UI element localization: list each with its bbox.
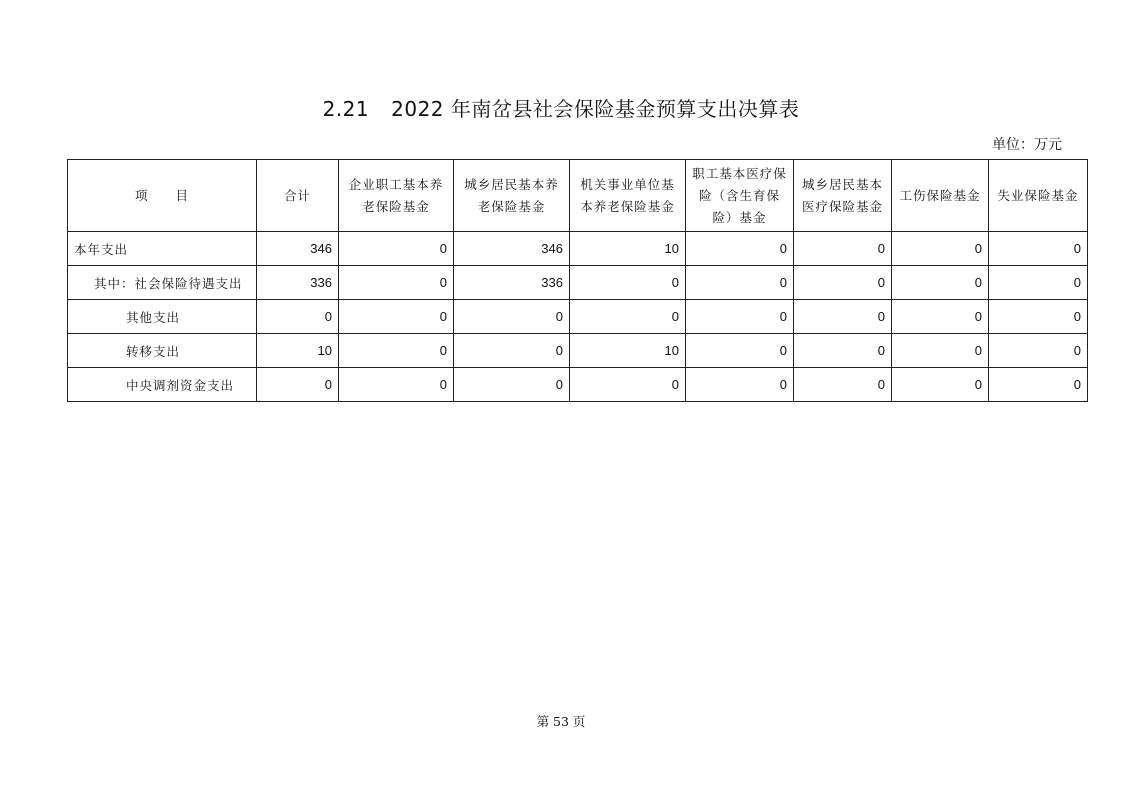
cell-institution-pension: 0: [570, 368, 686, 402]
cell-employee-medical: 0: [686, 334, 794, 368]
cell-institution-pension: 0: [570, 266, 686, 300]
page-title: [0, 93, 1122, 122]
cell-employee-medical: 0: [686, 368, 794, 402]
cell-injury: 0: [892, 232, 989, 266]
header-total: 合计: [257, 160, 339, 232]
cell-employee-medical: 0: [686, 232, 794, 266]
header-resident-medical: 城乡居民基本医疗保险基金: [794, 160, 892, 232]
row-label: 本年支出: [68, 232, 257, 266]
row-label: 转移支出: [68, 334, 257, 368]
cell-resident-pension: 0: [454, 368, 570, 402]
cell-resident-medical: 0: [794, 368, 892, 402]
cell-employee-medical: 0: [686, 300, 794, 334]
page-number: 第 53 页: [536, 714, 586, 729]
cell-institution-pension: 0: [570, 300, 686, 334]
table-row: [68, 368, 1088, 402]
cell-unemployment: 0: [989, 300, 1088, 334]
table-row: [68, 334, 1088, 368]
row-label: 中央调剂资金支出: [68, 368, 257, 402]
cell-institution-pension: 10: [570, 334, 686, 368]
cell-resident-pension: 0: [454, 334, 570, 368]
cell-unemployment: 0: [989, 334, 1088, 368]
cell-enterprise-pension: 0: [339, 334, 454, 368]
cell-resident-medical: 0: [794, 266, 892, 300]
cell-total: 0: [257, 300, 339, 334]
cell-unemployment: 0: [989, 266, 1088, 300]
table-row: [68, 266, 1088, 300]
header-enterprise-pension: 企业职工基本养老保险基金: [339, 160, 454, 232]
unit-label: 单位：万元: [992, 137, 1062, 153]
budget-table: [67, 159, 1088, 402]
cell-total: 10: [257, 334, 339, 368]
cell-total: 336: [257, 266, 339, 300]
cell-injury: 0: [892, 300, 989, 334]
cell-enterprise-pension: 0: [339, 368, 454, 402]
cell-resident-pension: 0: [454, 300, 570, 334]
header-institution-pension: 机关事业单位基本养老保险基金: [570, 160, 686, 232]
header-item: 项 目: [68, 160, 257, 232]
cell-enterprise-pension: 0: [339, 266, 454, 300]
title-number: 2.21: [322, 97, 370, 121]
cell-unemployment: 0: [989, 232, 1088, 266]
cell-institution-pension: 10: [570, 232, 686, 266]
cell-total: 346: [257, 232, 339, 266]
cell-injury: 0: [892, 334, 989, 368]
title-text: 2022 年南岔县社会保险基金预算支出决算表: [391, 97, 800, 121]
cell-resident-medical: 0: [794, 334, 892, 368]
table-row: [68, 232, 1088, 266]
header-employee-medical: 职工基本医疗保险（含生育保险）基金: [686, 160, 794, 232]
header-unemployment: 失业保险基金: [989, 160, 1088, 232]
cell-unemployment: 0: [989, 368, 1088, 402]
cell-injury: 0: [892, 266, 989, 300]
cell-enterprise-pension: 0: [339, 300, 454, 334]
cell-injury: 0: [892, 368, 989, 402]
table-row: [68, 300, 1088, 334]
cell-employee-medical: 0: [686, 266, 794, 300]
header-injury: 工伤保险基金: [892, 160, 989, 232]
cell-resident-medical: 0: [794, 232, 892, 266]
cell-resident-medical: 0: [794, 300, 892, 334]
header-resident-pension: 城乡居民基本养老保险基金: [454, 160, 570, 232]
cell-enterprise-pension: 0: [339, 232, 454, 266]
cell-total: 0: [257, 368, 339, 402]
row-label: 其他支出: [68, 300, 257, 334]
cell-resident-pension: 346: [454, 232, 570, 266]
cell-resident-pension: 336: [454, 266, 570, 300]
row-label: 其中：社会保险待遇支出: [68, 266, 257, 300]
header-row: [68, 160, 1088, 232]
